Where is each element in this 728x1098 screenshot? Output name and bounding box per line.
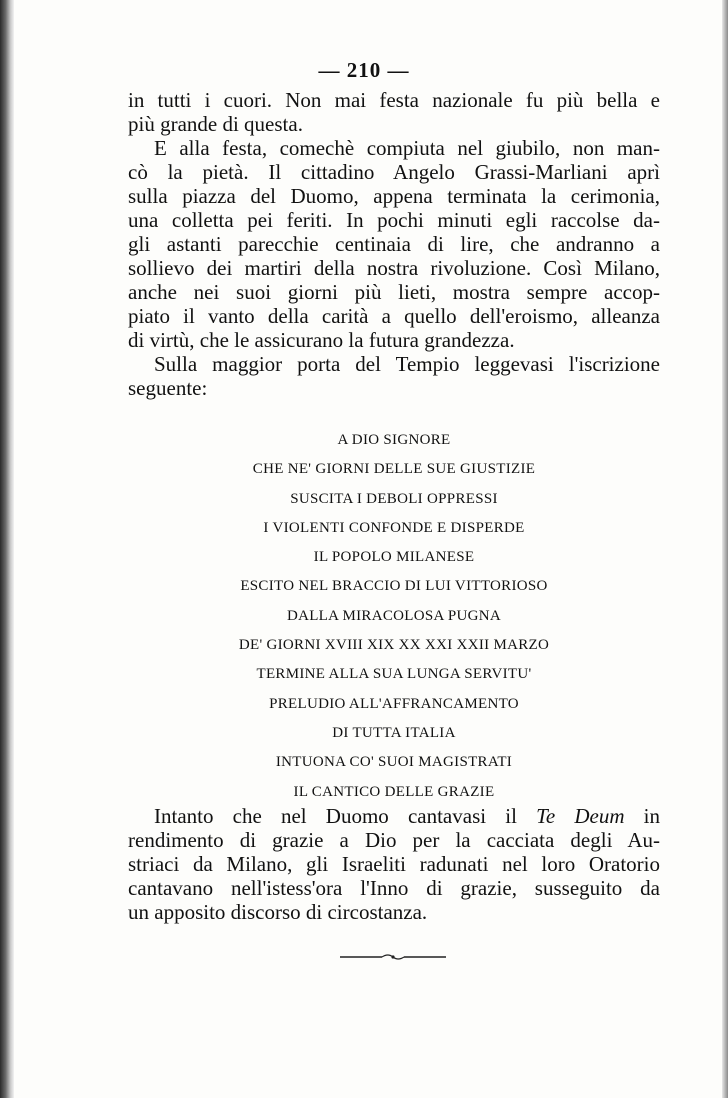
italic-title: Te Deum <box>536 804 625 828</box>
inscription-line: DE' GIORNI XVIII XIX XX XXI XXII MARZO <box>238 637 550 654</box>
inscription-line: A DIO SIGNORE <box>337 432 451 448</box>
inscription-line: INTUONA CO' SUOI MAGISTRATI <box>275 754 513 771</box>
inscription-line: IL CANTICO DELLE GRAZIE <box>293 783 495 800</box>
inscription-block <box>128 426 660 807</box>
inscription-line: PRELUDIO ALL'AFFRANCAMENTO <box>269 695 519 712</box>
text-line: in tutti i cuori. Non mai festa nazionale fu più bella e <box>128 88 660 112</box>
text-fragment: in <box>624 804 661 828</box>
text-fragment: Intanto che nel Duomo cantavasi il <box>154 804 537 828</box>
inscription-line: IL POPOLO MILANESE <box>313 549 475 566</box>
inscription-line: DI TUTTA ITALIA <box>332 724 456 741</box>
inscription-line: I VIOLENTI CONFONDE E DISPERDE <box>263 519 525 536</box>
text-line: una colletta pei feriti. In pochi minuti egli raccolse da- <box>128 208 660 232</box>
text-line: sulla piazza del Duomo, appena terminata la cerimonia, <box>128 184 660 208</box>
text-line: Sulla maggior porta del Tempio leggevasi l'iscrizione <box>154 352 660 376</box>
inscription-line: DALLA MIRACOLOSA PUGNA <box>286 607 502 624</box>
inscription-line: ESCITO NEL BRACCIO DI LUI VITTORIOSO <box>240 578 548 595</box>
body-text-top <box>128 88 660 400</box>
text-line: seguente: <box>128 376 208 400</box>
text-line <box>128 804 660 828</box>
text-line: piato il vanto della carità a quello dell'eroismo, alleanza <box>128 304 660 328</box>
body-text-bottom <box>128 804 660 924</box>
page-number: — 210 — <box>318 58 410 82</box>
ornament-divider-icon <box>338 952 448 962</box>
inscription-line: SUSCITA I DEBOLI OPPRESSI <box>290 490 498 507</box>
text-line: cantavano nell'istess'ora l'Inno di grazie, susseguito da <box>128 876 660 900</box>
inscription-line: TERMINE ALLA SUA LUNGA SERVITU' <box>256 666 532 683</box>
text-line: rendimento di grazie a Dio per la cacciata degli Au- <box>128 828 660 852</box>
inscription-line: CHE NE' GIORNI DELLE SUE GIUSTIZIE <box>252 461 536 478</box>
page-edge-shadow <box>722 0 728 1098</box>
text-line: striaci da Milano, gli Israeliti radunati nel loro Oratorio <box>128 852 660 876</box>
page-binding-shadow <box>0 0 14 1098</box>
text-line: E alla festa, comechè compiuta nel giubilo, non man- <box>154 136 660 160</box>
text-line: sollievo dei martiri della nostra rivoluzione. Così Milano, <box>128 256 660 280</box>
text-line: un apposito discorso di circostanza. <box>128 900 428 924</box>
text-line: più grande di questa. <box>128 112 303 136</box>
text-line: anche nei suoi giorni più lieti, mostra sempre accop- <box>128 280 660 304</box>
text-line: gli astanti parecchie centinaia di lire, che andranno a <box>128 232 660 256</box>
text-line: di virtù, che le assicurano la futura grandezza. <box>128 328 515 352</box>
text-line: cò la pietà. Il cittadino Angelo Grassi-Marliani aprì <box>128 160 660 184</box>
